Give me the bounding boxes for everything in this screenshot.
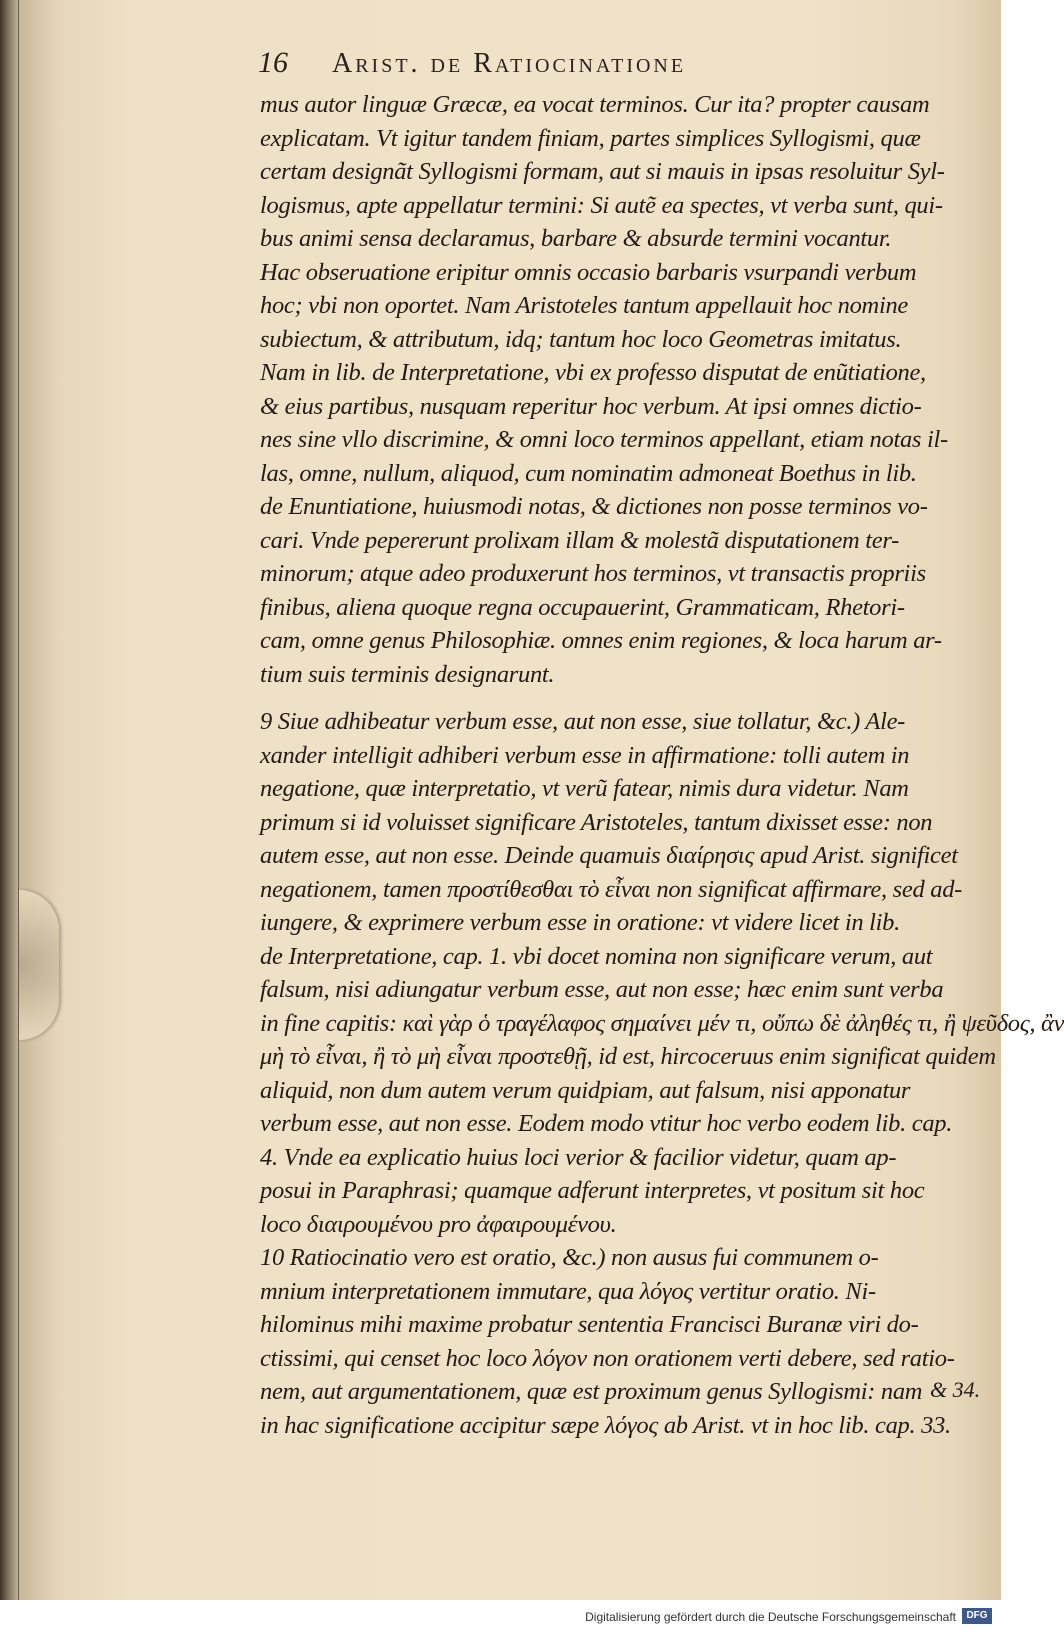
text-line: de Enuntiatione, huiusmodi notas, & dictiones non posse terminos vo-	[260, 493, 928, 520]
text-line: Hac obseruatione eripitur omnis occasio barbaris vsurpandi verbum	[260, 258, 917, 286]
text-line: hilominus mihi maxime probatur sententia Francisci Buranæ viri do-	[260, 1311, 919, 1338]
text-line: cam, omne genus Philosophiæ. omnes enim regiones, & loca harum ar-	[260, 627, 942, 654]
text-line: nem, aut argumentationem, quæ est proximum genus Syllogismi: nam	[260, 1378, 923, 1405]
footer-bar	[0, 1600, 1000, 1636]
text-line: finibus, aliena quoque regna occupauerint, Grammaticam, Rhetori-	[260, 593, 905, 621]
text-line: explicatam. Vt igitur tandem finiam, partes simplices Syllogismi, quæ	[260, 124, 921, 152]
text-line: Nam in lib. de Interpretatione, vbi ex professo disputat de enũtiatione,	[260, 359, 926, 386]
text-line: 9 Siue adhibeatur verbum esse, aut non esse, siue tollatur, &c.) Ale-	[260, 708, 906, 735]
text-line: logismus, apte appellatur termini: Si autẽ ea spectes, vt verba sunt, qui-	[260, 191, 943, 219]
running-title: Arist. de Ratiocinatione	[332, 48, 687, 79]
text-line: certam designãt Syllogismi formam, aut si mauis in ipsas resoluitur Syl-	[260, 158, 945, 185]
text-line: iungere, & exprimere verbum esse in oratione: vt videre licet in lib.	[260, 909, 900, 936]
text-line: primum si id voluisset significare Aristoteles, tantum dixisset esse: non	[260, 808, 933, 836]
page-number: 16	[258, 46, 288, 79]
text-line: mnium interpretationem immutare, qua λόγος vertitur oratio. Ni-	[260, 1277, 876, 1305]
catchword: & 34.	[930, 1377, 981, 1402]
text-line: verbum esse, aut non esse. Eodem modo vtitur hoc verbo eodem lib. cap.	[260, 1110, 953, 1137]
body-text	[260, 88, 1064, 1442]
text-line: in fine capitis: καὶ γὰρ ὁ τραγέλαφος σημαίνει μέν τι, οὔπω δὲ ἀληθές τι, ἢ ψεῦδος, ἂν	[260, 1009, 1064, 1037]
text-line: hoc; vbi non oportet. Nam Aristoteles tantum appellauit hoc nomine	[260, 292, 908, 319]
text-line: las, omne, nullum, aliquod, cum nominatim admoneat Boethus in lib.	[260, 459, 917, 487]
text-line: 10 Ratiocinatio vero est oratio, &c.) non ausus fui communem o-	[260, 1244, 879, 1271]
running-head	[258, 46, 978, 80]
text-line: posui in Paraphrasi; quamque adferunt interpretes, vt positum sit hoc	[260, 1177, 925, 1204]
text-line: subiectum, & attributum, idq; tantum hoc loco Geometras imitatus.	[260, 325, 902, 353]
text-line: mus autor linguæ Græcæ, ea vocat terminos. Cur ita? propter causam	[260, 91, 930, 118]
text-line: μὴ τὸ εἶναι, ἢ τὸ μὴ εἶναι προστεθῇ, id est, hircoceruus enim significat quidem	[260, 1043, 996, 1070]
page-curl-shadow	[19, 890, 59, 1040]
text-line: nes sine vllo discrimine, & omni loco terminos appellant, etiam notas il-	[260, 426, 948, 453]
text-line: cari. Vnde pepererunt prolixam illam & molestã disputationem ter-	[260, 526, 899, 554]
text-line: negatione, quæ interpretatio, vt verũ fatear, nimis dura videtur. Nam	[260, 775, 909, 802]
text-line: in hac significatione accipitur sæpe λόγος ab Arist. vt in hoc lib. cap. 33.	[260, 1411, 951, 1439]
text-line: falsum, nisi adiungatur verbum esse, aut non esse; hæc enim sunt verba	[260, 976, 944, 1003]
text-line: de Interpretatione, cap. 1. vbi docet nomina non significare verum, aut	[260, 942, 933, 970]
paragraph-gap	[260, 691, 965, 705]
text-line: 4. Vnde ea explicatio huius loci verior & facilior videtur, quam ap-	[260, 1143, 897, 1171]
text-line: negationem, tamen προστίθεσθαι τὸ εἶναι non significat affirmare, sed ad-	[260, 875, 962, 903]
dfg-logo: DFG	[962, 1608, 992, 1624]
text-line: autem esse, aut non esse. Deinde quamuis διαίρησις apud Arist. significet	[260, 842, 958, 869]
text-line: ctissimi, qui censet hoc loco λόγον non orationem verti debere, sed ratio-	[260, 1344, 955, 1372]
text-line: aliquid, non dum autem verum quidpiam, aut falsum, nisi apponatur	[260, 1076, 911, 1104]
text-line: loco διαιρουμένου pro ἀφαιρουμένου.	[260, 1210, 617, 1238]
footer-credit: Digitalisierung gefördert durch die Deutsche Forschungsgemeinschaft	[585, 1610, 956, 1624]
text-line: tium suis terminis designarunt.	[260, 660, 555, 688]
text-line: & eius partibus, nusquam reperitur hoc verbum. At ipsi omnes dictio-	[260, 392, 922, 420]
text-line: minorum; atque adeo produxerunt hos terminos, vt transactis propriis	[260, 560, 926, 587]
text-line: bus animi sensa declaramus, barbare & absurde termini vocantur.	[260, 225, 892, 252]
text-line: xander intelligit adhiberi verbum esse in affirmatione: tolli autem in	[260, 741, 910, 769]
